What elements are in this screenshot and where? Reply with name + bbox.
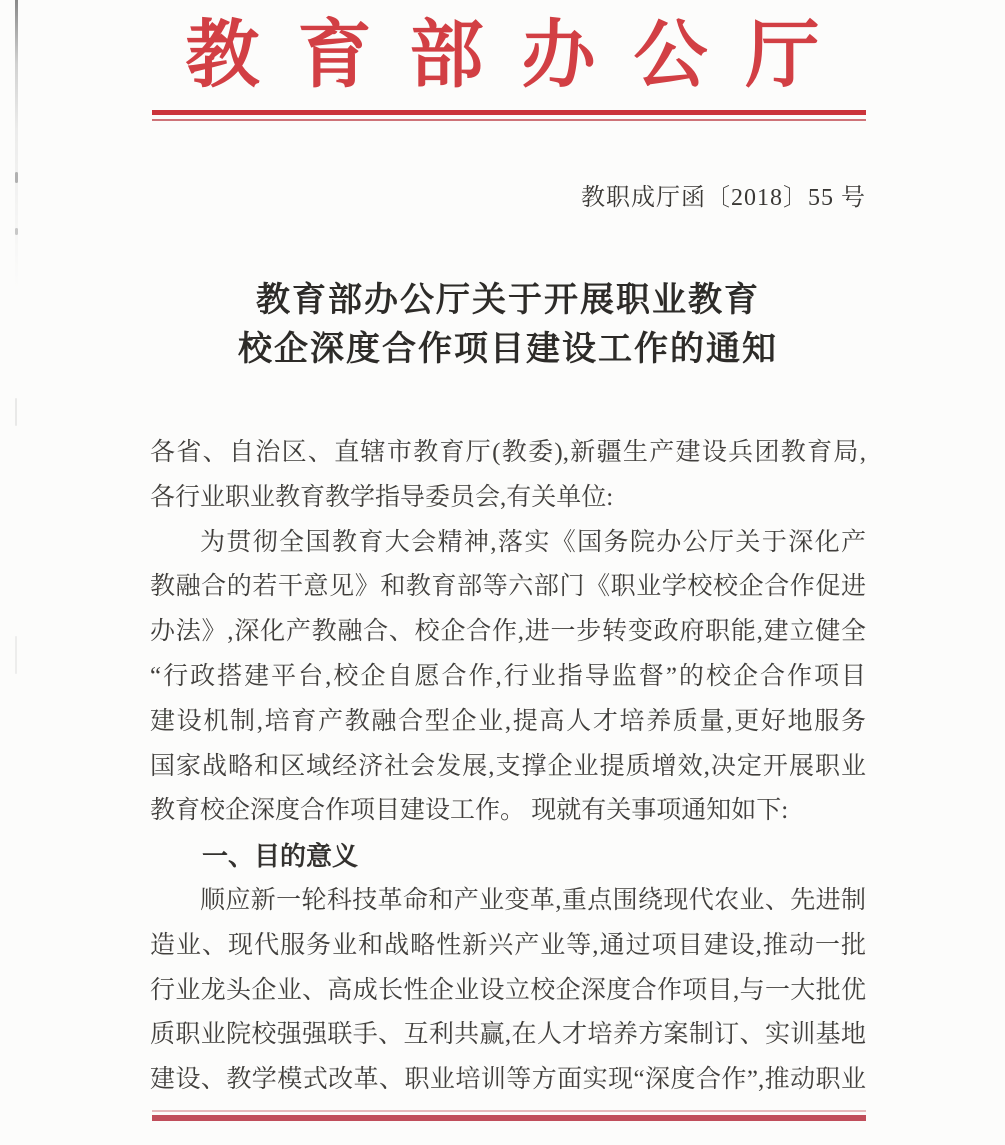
doc-title-line2: 校企深度合作项目建设工作的通知 <box>238 331 778 368</box>
letterhead-rule-thin <box>152 119 866 121</box>
body-line: 建设、教学模式改革、职业培训等方面实现“深度合作”,推动职业 <box>150 1066 866 1094</box>
doc-title <box>150 276 866 374</box>
section-heading: 一、目的意义 <box>202 841 359 872</box>
letterhead-rule-thick <box>152 110 866 115</box>
footer-rule-thick <box>152 1115 866 1121</box>
body-line: 为贯彻全国教育大会精神,落实《国务院办公厅关于深化产 <box>200 528 866 556</box>
letterhead-org-name: 教育部办公厅 <box>185 15 858 97</box>
body-line: 各省、自治区、直辖市教育厅(教委),新疆生产建设兵团教育局, <box>150 439 866 466</box>
body-line: 造业、现代服务业和战略性新兴产业等,通过项目建设,推动一批 <box>150 931 866 959</box>
footer-rule-thin <box>152 1110 866 1112</box>
footer-double-rule <box>152 1110 866 1121</box>
body-line: 教育校企深度合作项目建设工作。 现就有关事项通知如下: <box>150 797 789 825</box>
scan-artifact-speck <box>15 172 18 183</box>
letterhead-double-rule <box>152 110 866 121</box>
body-line: 建设机制,培育产教融合型企业,提高人才培养质量,更好地服务 <box>150 707 866 735</box>
doc-body <box>150 431 866 1103</box>
body-line: 行业龙头企业、高成长性企业设立校企深度合作项目,与一大批优 <box>150 976 866 1004</box>
body-line: 办法》,深化产教融合、校企合作,进一步转变政府职能,建立健全 <box>150 618 866 646</box>
scan-artifact-speck <box>15 636 17 674</box>
scan-artifact-left-streak <box>15 0 18 290</box>
doc-title-line1: 教育部办公厅关于开展职业教育 <box>256 282 760 319</box>
body-line: “行政搭建平台,校企自愿合作,行业指导监督”的校企合作项目 <box>150 662 866 690</box>
body-line: 国家战略和区域经济社会发展,支撑企业提质增效,决定开展职业 <box>150 752 866 780</box>
body-line: 各行业职业教育教学指导委员会,有关单位: <box>150 483 614 511</box>
body-line: 教融合的若干意见》和教育部等六部门《职业学校校企合作促进 <box>150 573 866 601</box>
body-line: 顺应新一轮科技革命和产业变革,重点围绕现代农业、先进制 <box>200 886 866 914</box>
scan-artifact-speck <box>15 398 17 426</box>
scan-artifact-speck <box>15 228 18 235</box>
body-line: 质职业院校强强联手、互利共赢,在人才培养方案制订、实训基地 <box>150 1021 866 1049</box>
doc-number: 教职成厅函〔2018〕55 号 <box>581 185 866 211</box>
